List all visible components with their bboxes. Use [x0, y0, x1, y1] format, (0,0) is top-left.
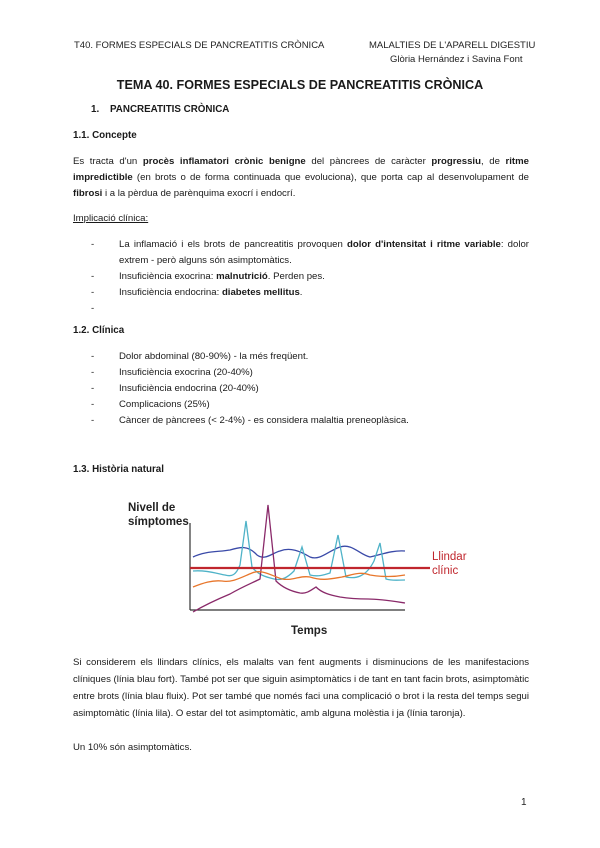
- ylabel-line1: Nivell de: [128, 502, 176, 514]
- list-item: - Insuficiència exocrina (20-40%): [91, 365, 529, 381]
- implicacio-item1-b: dolor d'intensitat i ritme variable: [347, 239, 501, 250]
- list-item: - Insuficiència endocrina (20-40%): [91, 381, 529, 397]
- list-item-empty: [91, 301, 529, 317]
- implicacio-item2-c: . Perden pes.: [267, 271, 325, 282]
- xlabel: Temps: [291, 625, 328, 637]
- concepte-bold-f: ritme impredictible: [73, 156, 529, 183]
- header-right-bottom: Glòria Hernández i Savina Font: [390, 54, 523, 65]
- clinica-heading: 1.2. Clínica: [73, 325, 125, 336]
- section-number: 1.: [91, 104, 100, 115]
- list-item: - Dolor abdominal (80-90%) - la més freqüent.: [91, 349, 529, 365]
- concepte-paragraph: [73, 154, 529, 202]
- page-number: 1: [521, 797, 527, 808]
- concepte-bold-d: progressiu: [431, 156, 481, 167]
- concepte-text-i: i a la pèrdua de parènquima exocrí i endocrí.: [102, 188, 296, 199]
- paragraph-asymptomatic: Un 10% són asimptomàtics.: [73, 742, 192, 753]
- header-right-top: MALALTIES DE L'APARELL DIGESTIU: [369, 40, 536, 51]
- concepte-text-a: Es tracta d'un: [73, 156, 143, 167]
- list-item: [91, 269, 529, 285]
- implicacio-heading: Implicació clínica:: [73, 213, 149, 224]
- list-item: [91, 237, 529, 269]
- threshold-label-line1: Llindar: [432, 551, 467, 563]
- list-item: - Complicacions (25%): [91, 397, 529, 413]
- implicacio-item3-a: Insuficiència endocrina:: [119, 287, 222, 298]
- page-title: TEMA 40. FORMES ESPECIALS DE PANCREATITIS CRÒNICA: [116, 78, 484, 92]
- concepte-text-g: (en brots o de forma continuada que evoluciona), que porta cap al desenvolupament de: [132, 172, 529, 183]
- section-heading: PANCREATITIS CRÒNICA: [110, 104, 230, 115]
- paragraph-history: Si considerem els llindars clínics, els malalts van fent augments i disminucions de les manifestacions clíniques (línia blau fort). També pot ser que siguin asimptomàtics i de tant en tant facin brots, asimptomàtic entre brots (línia blau fluix). Pot ser també que només faci una complicació o brot i la resta del temps segui asimptomàtic (línia lila). O estar del tot asimptomàtic, amb alguna molèstia i ja (línia taronja).: [73, 657, 529, 719]
- implicacio-item2-b: malnutrició: [216, 271, 268, 282]
- natural-history-diagram: [0, 495, 600, 645]
- implicacio-item3-b: diabetes mellitus: [221, 287, 300, 298]
- implicacio-item2-a: Insuficiència exocrina:: [119, 271, 217, 282]
- implicacio-item1-c: : dolor extrem - però alguns són asimptomàtics.: [119, 239, 529, 266]
- header-left: T40. FORMES ESPECIALS DE PANCREATITIS CRÒNICA: [74, 40, 325, 51]
- ylabel-line2: símptomes: [128, 516, 189, 528]
- concepte-text-c: del pàncrees de caràcter: [305, 156, 432, 167]
- line-lila: [193, 505, 405, 612]
- implicacio-item1-a: La inflamació i els brots de pancreatitis provoquen: [119, 239, 347, 250]
- clinica-list: [91, 349, 529, 429]
- concepte-text-e: , de: [480, 156, 506, 167]
- implicacio-list: [91, 237, 529, 317]
- list-item: - Càncer de pàncrees (< 2-4%) - es considera malaltia preneoplàsica.: [91, 413, 529, 429]
- implicacio-item3-c: .: [299, 287, 303, 298]
- concepte-bold-h: fibrosi: [73, 188, 103, 199]
- concepte-heading: 1.1. Concepte: [73, 130, 137, 141]
- line-orange: [193, 572, 405, 587]
- list-item: [91, 285, 529, 301]
- historia-heading: 1.3. Història natural: [73, 464, 164, 475]
- threshold-label-line2: clínic: [432, 565, 459, 577]
- concepte-bold-b: procès inflamatori crònic benigne: [142, 156, 306, 167]
